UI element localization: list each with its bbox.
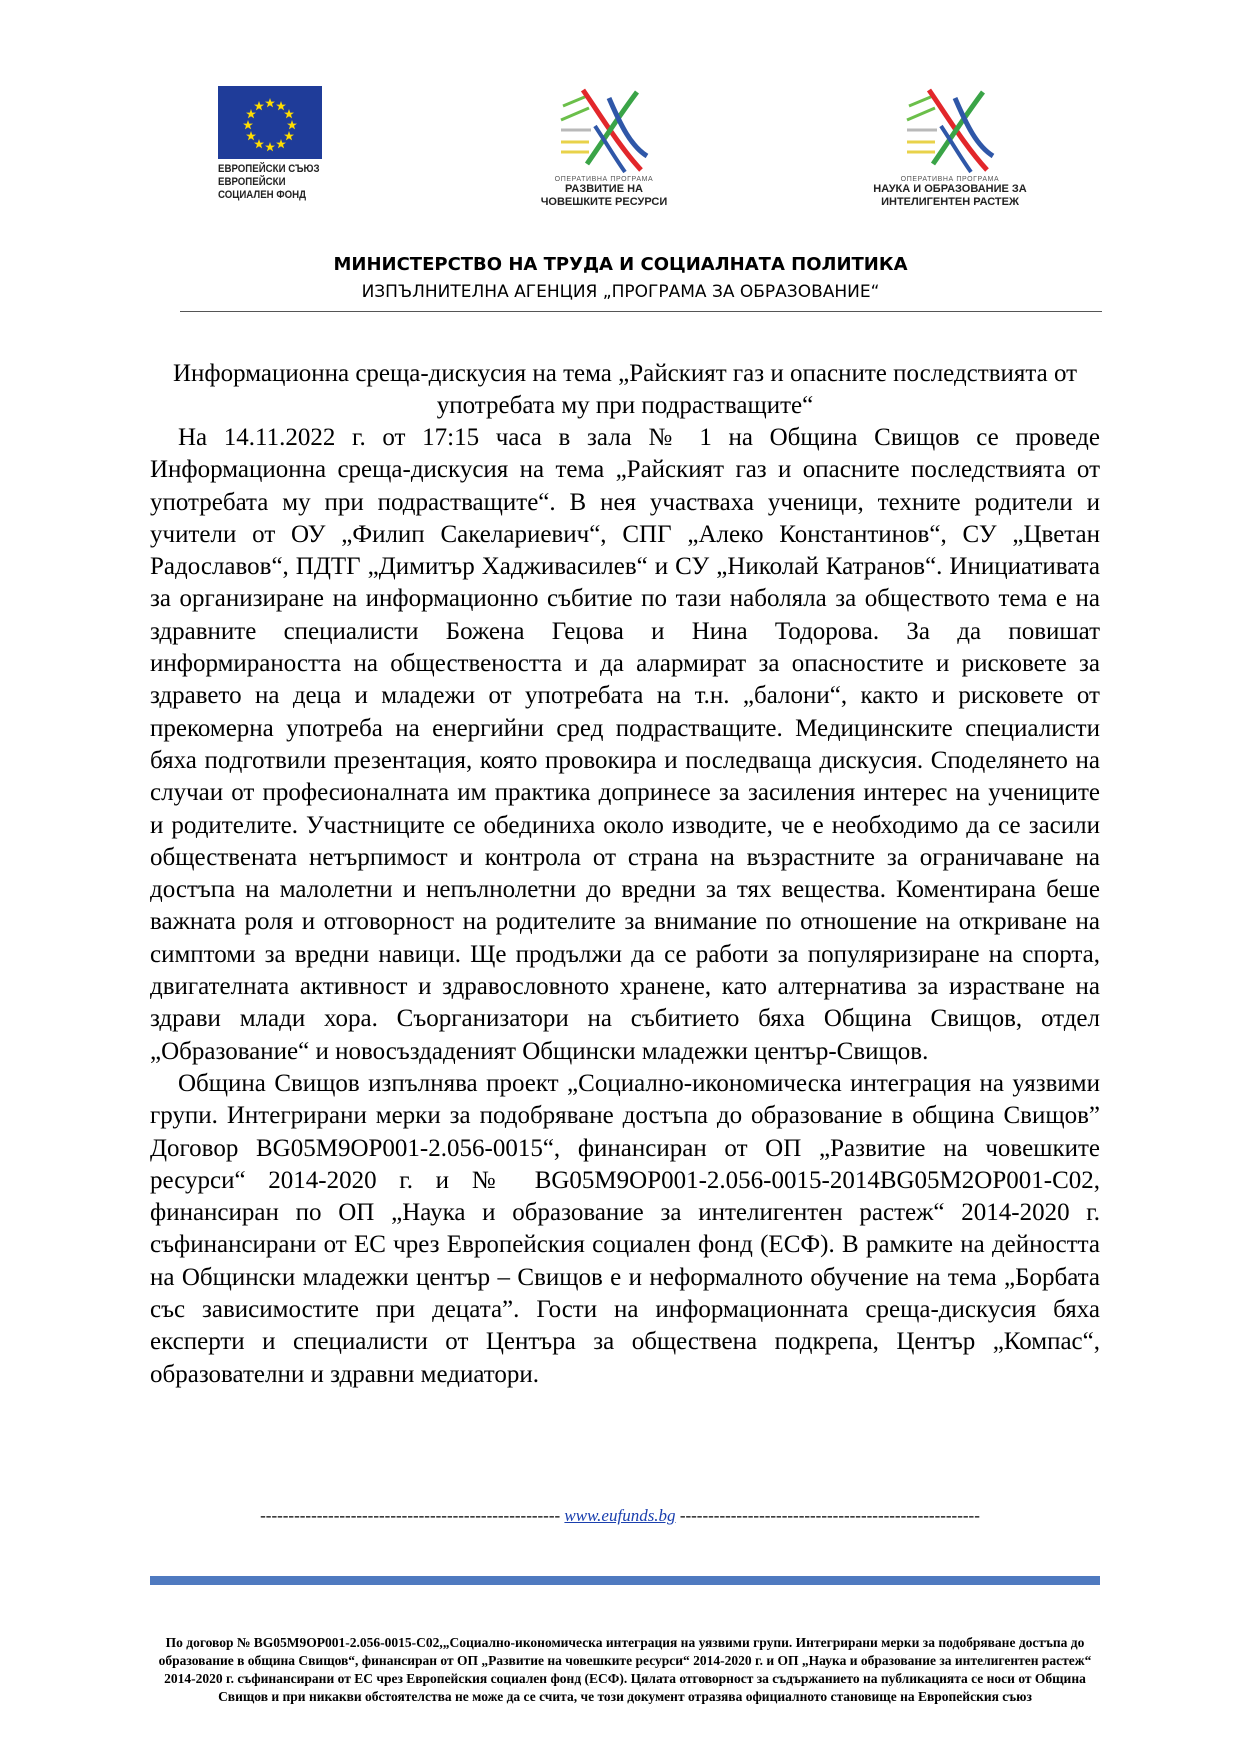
op-logo-icon: [895, 86, 1005, 174]
header-divider: [180, 311, 1102, 312]
article-paragraph-2: Община Свищов изпълнява проект „Социално-икономическа интеграция на уязвими групи. Интегрирани мерки за подобряване достъпа до образование в община Свищов” Договор BG05M9OP001-2.056-0015“, финансиран от ОП „Развитие на човешките ресурси“ 2014-2020 г. и № BG05M9OP001-2.056-0015-2014BG05M2OP001-C02, финансиран по ОП „Наука и образование за интелигентен растеж“ 2014-2020 г. съфинансирани от ЕС чрез Европейския социален фонд (ЕСФ). В рамките на дейността на Общински младежки център – Свищов е и неформалното обучение на тема „Борбата със зависимостите при децата”. Гости на информационната среща-дискусия бяха експерти и специалисти от Центъра за обществена подкрепа, Център „Компас“, образователни и здравни медиатори.: [150, 1069, 1100, 1388]
eu-logo-text: [218, 163, 320, 202]
op-hr-logo: [520, 86, 688, 209]
eu-logo-line2: ЕВРОПЕЙСКИ: [218, 176, 286, 188]
op-se-name-line2: ИНТЕЛИГЕНТЕН РАСТЕЖ: [881, 196, 1019, 208]
article-body: [150, 422, 1100, 1391]
op-se-program-label: ОПЕРАТИВНА ПРОГРАМА: [900, 176, 1000, 183]
eu-logo: [218, 86, 328, 202]
eufunds-link[interactable]: www.eufunds.bg: [564, 1506, 676, 1525]
article-paragraph-1: На 14.11.2022 г. от 17:15 часа в зала № 1 на Община Свищов се проведе Информационна среща-дискусия на тема „Райският газ и опасните последствията от употребата му при подрастващите“. В нея участваха ученици, техните родители и учители от ОУ „Филип Сакелариевич“, СПГ „Алеко Константинов“, СУ „Цветан Радославов“, ПДТГ „Димитър Хадживасилев“ и СУ „Николай Катранов“. Инициативата за организиране на информационно събитие по тази наболяла за обществото тема е на здравните специалисти Божена Гецова и Нина Тодорова. За да повишат информираността на обществеността и да алармират за опасностите и рисковете за здравето на деца и младежи от употребата на т.н. „балони“, както и рисковете от прекомерна употреба на енергийни сред подрастващите. Медицинските специалисти бяха подготвили презентация, която провокира и последваща дискусия. Споделянето на случаи от професионалната им практика допринесе за засиления интерес на учениците и родителите. Участниците се обединиха около изводите, че е необходимо да се засили обществената нетърпимост и контрола от страна на възрастните за ограничаване на достъпа на малолетни и непълнолетни до вредни за тях вещества. Коментирана беше важната роля и отговорност на родителите за внимание по отношение на откриване на симптоми за вредни навици. Ще продължи да се работи за популяризиране на спорта, двигателната активност и здравословното хранене, като алтернатива за израстване на здрави млади хора. Съорганизатори на събитието бяха Община Свищов, отдел „Образование“ и новосъздаденият Общински младежки център-Свищов.: [150, 424, 1100, 1065]
footer-divider-bar: [150, 1576, 1100, 1585]
ministry-heading: МИНИСТЕРСТВО НА ТРУДА И СОЦИАЛНАТА ПОЛИТИКА: [333, 254, 908, 275]
eu-flag-icon: [218, 86, 322, 159]
agency-subheading: ИЗПЪЛНИТЕЛНА АГЕНЦИЯ „ПРОГРАМА ЗА ОБРАЗОВАНИЕ“: [361, 282, 880, 302]
footer-dashes-right: -----------------------------------------------------: [679, 1506, 980, 1525]
footer-disclaimer: По договор № BG05M9OP001-2.056-0015-C02,„Социално-икономическа интеграция на уязвими групи. Интегрирани мерки за подобряване достъпа до образование в община Свищов“, финансиран от ОП „Развитие на човешките ресурси“ 2014-2020 г. и ОП „Наука и образование за интелигентен растеж“ 2014-2020 г. съфинансирани от ЕС чрез Европейския социален фонд (ЕСФ). Цялата отговорност за съдържанието на публикацията се носи от Община Свищов и при никакви обстоятелства не може да се счита, че този документ отразява официалното становище на Европейския съюз: [158, 1635, 1092, 1704]
footer-link-line: [170, 1506, 1070, 1526]
op-hr-name-line2: ЧОВЕШКИТЕ РЕСУРСИ: [540, 196, 668, 208]
op-se-logo: [865, 86, 1035, 209]
op-hr-name-line1: РАЗВИТИЕ НА: [565, 183, 643, 195]
op-logo-icon: [549, 86, 659, 174]
op-hr-program-label: ОПЕРАТИВНА ПРОГРАМА: [554, 176, 654, 183]
footer-dashes-left: -----------------------------------------------------: [260, 1506, 561, 1525]
article-title: Информационна среща-дискусия на тема „Райският газ и опасните последствията от употребата му при подрастващите“: [172, 360, 1078, 419]
eu-logo-line3: СОЦИАЛЕН ФОНД: [218, 189, 307, 201]
eu-logo-line1: ЕВРОПЕЙСКИ СЪЮЗ: [218, 163, 320, 175]
op-se-name-line1: НАУКА И ОБРАЗОВАНИЕ ЗА: [873, 183, 1027, 195]
